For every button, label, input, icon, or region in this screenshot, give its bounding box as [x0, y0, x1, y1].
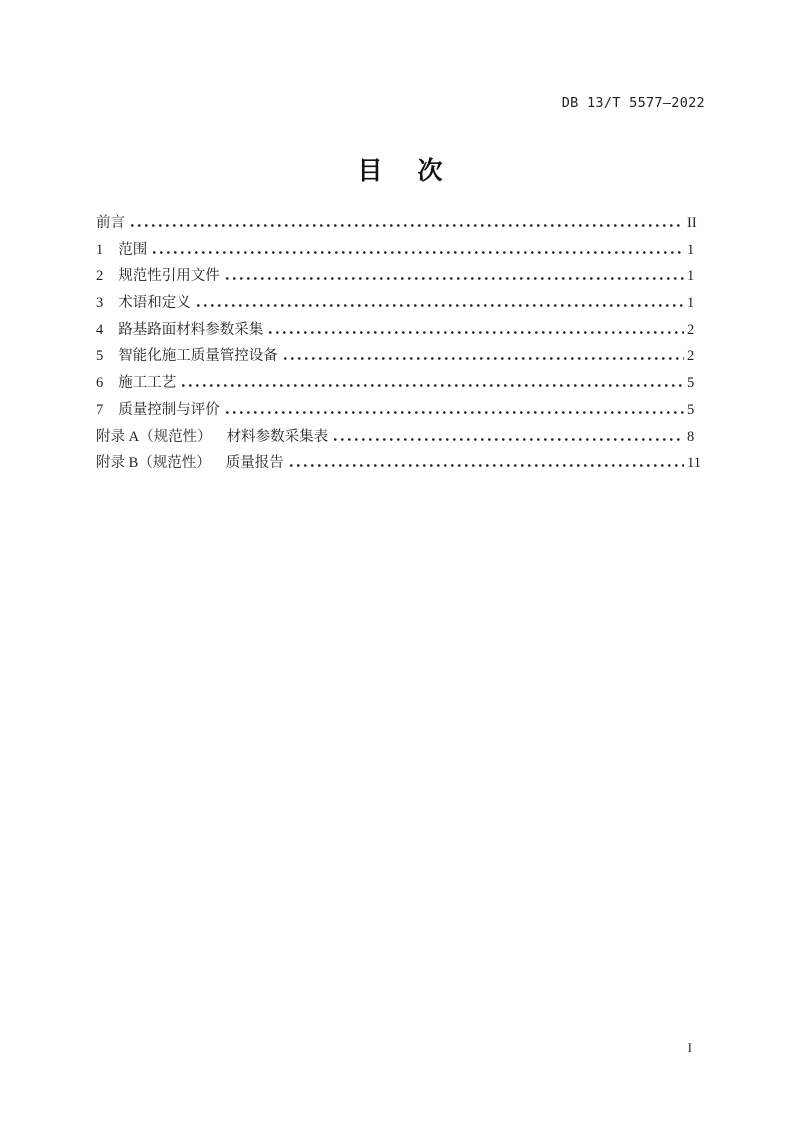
toc-dot-leader: [153, 251, 684, 254]
standard-code: DB 13/T 5577—2022: [561, 95, 705, 111]
toc-entry-page: 2: [687, 321, 695, 338]
toc-dot-leader: [334, 438, 684, 441]
toc-entry-page: 2: [687, 348, 695, 365]
toc-entry-number: 5: [96, 348, 104, 365]
toc-dot-leader: [131, 224, 684, 227]
toc-dot-leader: [269, 331, 684, 334]
toc-row: [96, 397, 705, 424]
toc-entry-title: 智能化施工质量管控设备: [118, 348, 278, 365]
toc-row: [96, 343, 705, 370]
toc-entry-page: 11: [687, 455, 701, 472]
toc-entry-number: 4: [96, 321, 104, 338]
toc-entry-title: 施工工艺: [118, 375, 177, 392]
toc-entry-number: 7: [96, 401, 104, 418]
toc-entry-title: 范围: [118, 241, 148, 258]
toc-entry-title: 质量报告: [225, 455, 284, 472]
toc-row: [96, 237, 705, 264]
toc-entry-title: 规范性引用文件: [118, 268, 220, 285]
toc-dot-leader: [197, 304, 684, 307]
toc-row: [96, 317, 705, 344]
toc-row: [96, 450, 705, 477]
toc-dot-leader: [284, 357, 684, 360]
toc-row: [96, 263, 705, 290]
toc-entry-page: 1: [687, 295, 695, 312]
toc-entry-page: 5: [687, 375, 695, 392]
toc-entry-number: 附录 B（规范性）: [96, 455, 211, 472]
toc-entry-number: 附录 A（规范性）: [96, 428, 212, 445]
toc-dot-leader: [226, 411, 684, 414]
toc-entry-number: 3: [96, 295, 104, 312]
table-of-contents: [96, 210, 705, 477]
toc-entry-title: 术语和定义: [118, 295, 191, 312]
toc-row: [96, 290, 705, 317]
toc-entry-page: 1: [687, 241, 695, 258]
toc-entry-number: 1: [96, 241, 104, 258]
toc-entry-title: 质量控制与评价: [118, 401, 220, 418]
toc-entry-title: 材料参数采集表: [226, 428, 329, 445]
toc-entry-number: 6: [96, 375, 104, 392]
toc-dot-leader: [182, 384, 684, 387]
toc-entry-title: 路基路面材料参数采集: [118, 321, 264, 338]
toc-entry-number: 2: [96, 268, 104, 285]
toc-dot-leader: [226, 277, 684, 280]
toc-entry-page: II: [687, 215, 697, 231]
toc-row: [96, 370, 705, 397]
toc-dot-leader: [290, 464, 684, 467]
toc-row: [96, 424, 705, 451]
toc-entry-page: 8: [687, 428, 695, 445]
footer-page-number: I: [687, 1040, 692, 1055]
toc-row: [96, 210, 705, 237]
toc-entry-page: 5: [687, 401, 695, 418]
toc-entry-title: 前言: [96, 215, 125, 231]
toc-entry-page: 1: [687, 268, 695, 285]
page-title: 目 次: [357, 156, 448, 185]
